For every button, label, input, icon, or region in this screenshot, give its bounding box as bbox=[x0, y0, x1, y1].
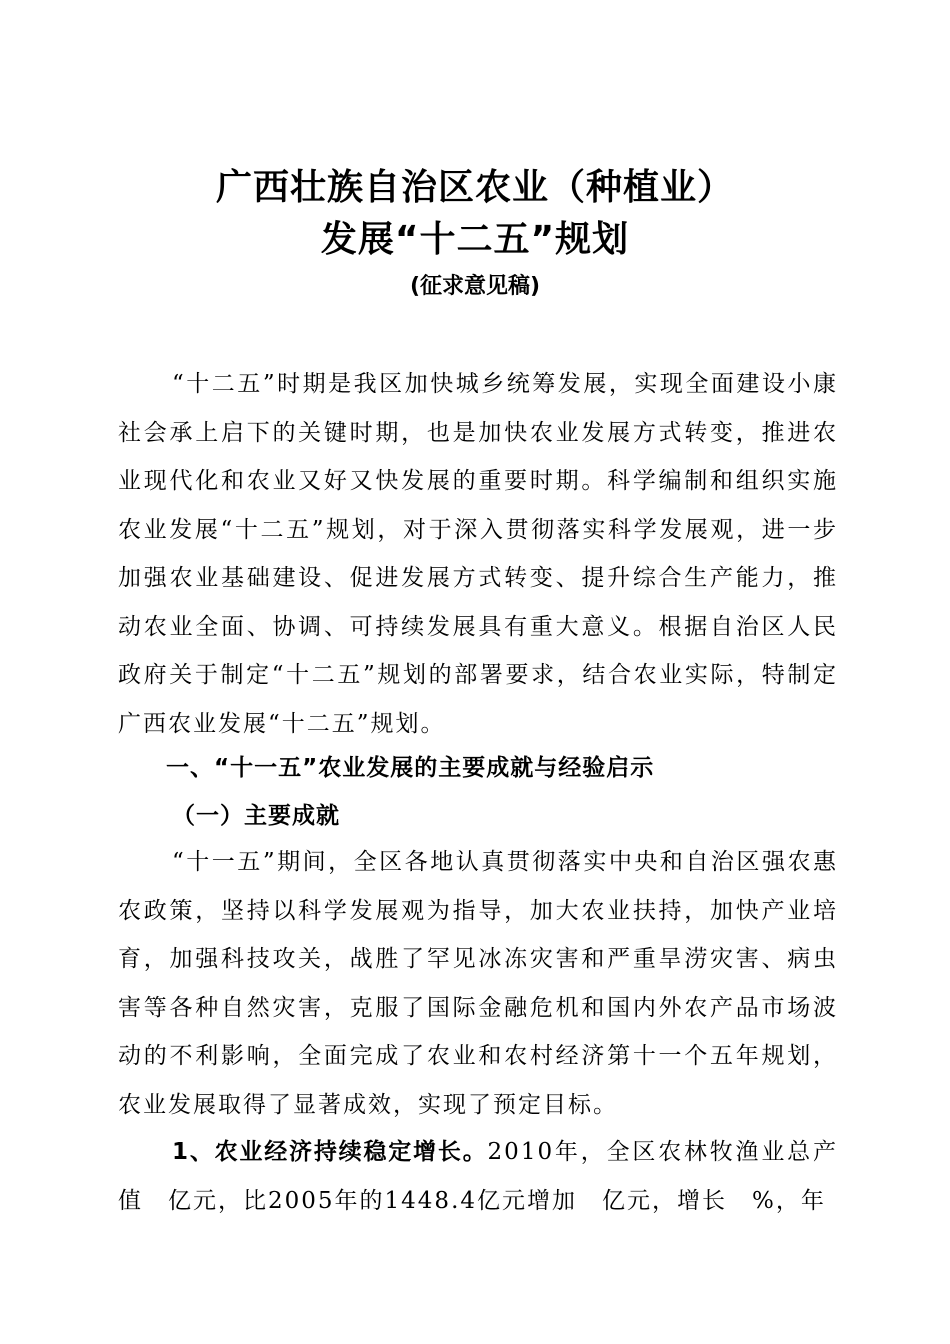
achievements-paragraph: “十一五”期间，全区各地认真贯彻落实中央和自治区强农惠农政策，坚持以科学发展观为指导，加大农业扶持，加快产业培育，加强科技攻关，战胜了罕见冰冻灾害和严重旱涝灾害、病虫害等各种自然灾害，克服了国际金融危机和国内外农产品市场波动的不利影响，全面完成了农业和农村经济第十一个五年规划，农业发展取得了显著成效，实现了预定目标。 bbox=[118, 849, 838, 1118]
document-title-line-2: 发展“十二五”规划 bbox=[320, 219, 630, 260]
subsection-1-heading: （一）主要成就 bbox=[172, 803, 340, 829]
section-1-heading: 一、“十一五”农业发展的主要成就与经验启示 bbox=[166, 755, 655, 781]
item-1-lead: 1、农业经济持续稳定增长。 bbox=[172, 1139, 488, 1165]
document-title-line-1: 广西壮族自治区农业（种植业） bbox=[215, 167, 734, 208]
item-1-paragraph bbox=[118, 1128, 838, 1225]
intro-paragraph: “十二五”时期是我区加快城乡统筹发展，实现全面建设小康社会承上启下的关键时期，也是加快农业发展方式转变，推进农业现代化和农业又好又快发展的重要时期。科学编制和组织实施农业发展“十二五”规划，对于深入贯彻落实科学发展观，进一步加强农业基础建设、促进发展方式转变、提升综合生产能力，推动农业全面、协调、可持续发展具有重大意义。根据自治区人民政府关于制定“十二五”规划的部署要求，结合农业实际，特制定广西农业发展“十二五”规划。 bbox=[118, 371, 838, 737]
document-subtitle: (征求意见稿) bbox=[409, 274, 541, 299]
item-1-text: 2010年，全区农林牧渔业总产值 亿元，比2005年的1448.4亿元增加 亿元，增长 %，年 bbox=[118, 1139, 838, 1214]
